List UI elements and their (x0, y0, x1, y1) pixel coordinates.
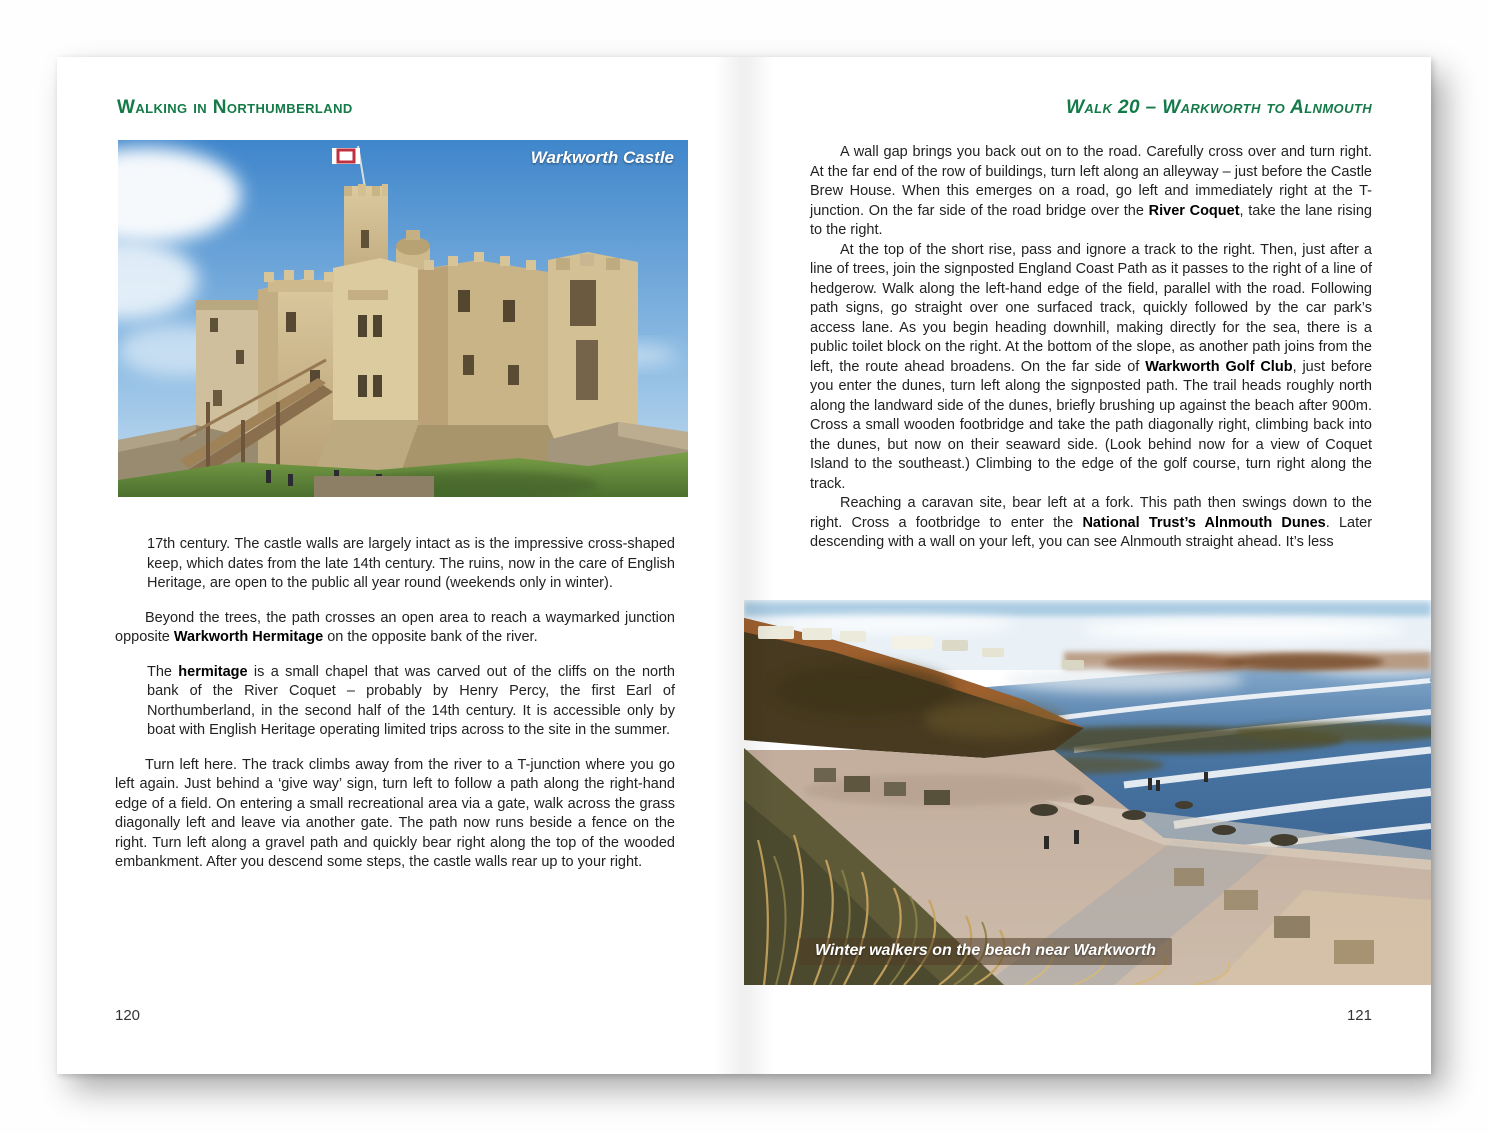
bold-text-run: Warkworth Golf Club (1145, 358, 1293, 375)
body-paragraph (115, 756, 675, 873)
left-page (57, 57, 744, 1074)
text-run: , just before you enter the dunes, turn left along the signposted path. The trail heads roughly north along the landward side of the dunes, briefly brushing up against the beach after 900m. Cross a small wooden footbridge and take the path diagonally right, climbing back into the dunes, but now on their seaward side. (Look behind now for a view of Coquet Island to the southeast.) Climbing to the edge of the golf course, turn right along the track. (810, 358, 1373, 492)
castle-photo-art (118, 140, 688, 497)
note-paragraph (147, 535, 675, 594)
beach-photo-art (744, 600, 1431, 985)
beach-photo (744, 600, 1431, 985)
body-paragraph (810, 494, 1372, 553)
left-running-head: Walking in Northumberland (117, 97, 353, 118)
right-running-head: Walk 20 – Warkworth to Alnmouth (1066, 97, 1372, 118)
note-paragraph (147, 663, 675, 741)
bold-text-run: National Trust’s Alnmouth Dunes (1082, 514, 1326, 531)
text-run: Turn left here. The track climbs away from the river to a T-junction where you go left again. Just behind a ‘give way’ sign, turn left to follow a path along the right-hand edge of a field. On entering a small recreational area via a gate, walk across the grass diagonally left and leave via another gate. The path now runs beside a fence on the right. Turn left along a gravel path and quickly bear right along the top of the wooded embankment. After you descend some steps, the castle walls rear up to your right. (115, 756, 675, 870)
body-paragraph (115, 609, 675, 648)
text-run: A wall gap brings you back out on to the road. Carefully cross over and turn right. At the far end of the row of buildings, turn left along an alleyway – just before the Castle Brew House. When this emerges on a road, go left and immediately right at the T-junction. On the far side of the road bridge over the (810, 144, 1372, 219)
text-run: is a small chapel that was carved out of the cliffs on the north bank of the River Coquet – probably by Henry Percy, the first Earl of Northumberland, in the second half of the 14th century. It is accessible only by boat with English Heritage operating limited trips across to the site in the summer. (147, 663, 675, 738)
text-run: , take the lane rising to the right. (810, 202, 1372, 238)
left-page-number: 120 (115, 1007, 141, 1024)
body-paragraph (810, 241, 1372, 495)
beach-photo-caption: Winter walkers on the beach near Warkworth (799, 938, 1172, 965)
body-paragraph (810, 143, 1372, 241)
bold-text-run: River Coquet (1148, 202, 1240, 219)
book-spread (57, 57, 1431, 1074)
text-run: 17th century. The castle walls are largely intact as is the impressive cross-shaped keep, which dates from the late 14th century. The ruins, now in the care of English Heritage, are open to the public all year round (weekends only in winter). (147, 536, 675, 591)
left-page-text (115, 520, 675, 873)
text-run: on the opposite bank of the river. (323, 629, 538, 645)
text-run: . Later descending with a wall on your left, you can see Alnmouth straight ahead. It’s less (810, 514, 1373, 550)
sky-streak (744, 602, 1431, 616)
text-run: Reaching a caravan site, bear left at a fork. This path then swings down to the right. Cross a footbridge to enter the (810, 495, 1372, 531)
castle-photo (118, 140, 688, 497)
right-page (744, 57, 1431, 1074)
text-run: The (147, 663, 179, 680)
low-wall (314, 476, 434, 497)
bold-text-run: Warkworth Hermitage (173, 629, 324, 645)
text-run: At the top of the short rise, pass and ignore a track to the right. Then, just after a line of trees, join the signposted England Coast Path as it passes to the right of a line of hedgerow. Walk along the left-hand edge of the field, parallel with the road. Following path signs, go straight over one surfaced track, quickly followed by the car park’s access lane. As you begin heading downhill, making directly for the sea, there is a public toilet block on the right. At the bottom of the slope, as another path joins from the left, the route ahead broadens. On the far side of (810, 241, 1372, 375)
bold-text-run: hermitage (178, 663, 248, 680)
right-page-number: 121 (1346, 1007, 1372, 1024)
castle-photo-caption: Warkworth Castle (530, 148, 674, 167)
right-page-text (810, 143, 1372, 553)
text-run: Beyond the trees, the path crosses an open area to reach a waymarked junction opposite (115, 609, 675, 645)
